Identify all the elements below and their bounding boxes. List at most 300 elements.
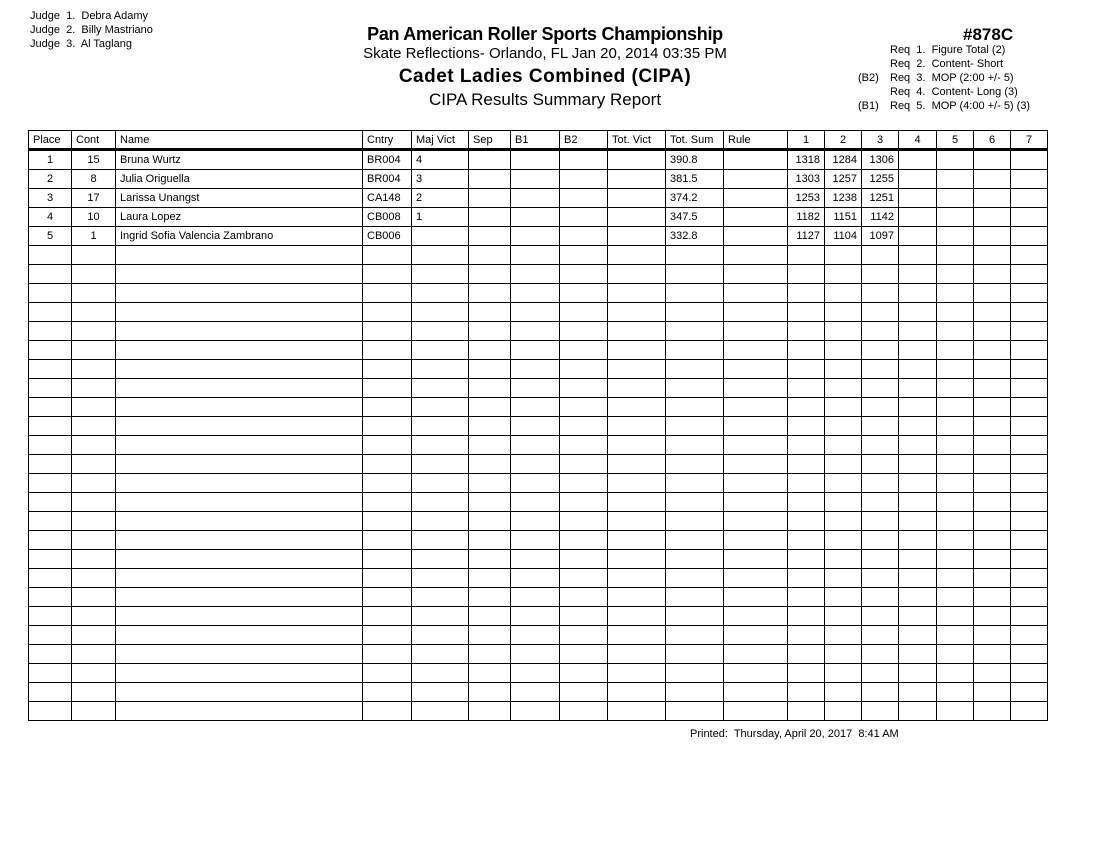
empty-row	[29, 569, 1048, 588]
empty-cell	[469, 607, 511, 626]
empty-cell	[666, 265, 724, 284]
empty-cell	[974, 379, 1011, 398]
cell-b1	[511, 170, 560, 189]
empty-cell	[72, 512, 116, 531]
empty-cell	[412, 246, 469, 265]
empty-row	[29, 493, 1048, 512]
empty-cell	[29, 550, 72, 569]
cell-j4	[899, 150, 937, 170]
empty-cell	[511, 493, 560, 512]
cell-place: 5	[29, 227, 72, 246]
empty-cell	[862, 455, 899, 474]
empty-cell	[560, 512, 608, 531]
empty-cell	[825, 550, 862, 569]
empty-cell	[412, 588, 469, 607]
empty-cell	[1011, 474, 1048, 493]
empty-cell	[363, 626, 412, 645]
table-row	[29, 208, 1048, 227]
cell-sep	[469, 189, 511, 208]
empty-cell	[412, 398, 469, 417]
empty-row	[29, 436, 1048, 455]
empty-cell	[1011, 265, 1048, 284]
empty-cell	[116, 417, 363, 436]
empty-cell	[788, 303, 825, 322]
empty-cell	[608, 512, 666, 531]
empty-cell	[974, 607, 1011, 626]
empty-cell	[608, 265, 666, 284]
cell-sep	[469, 208, 511, 227]
empty-cell	[862, 436, 899, 455]
empty-cell	[666, 588, 724, 607]
empty-cell	[899, 588, 937, 607]
empty-cell	[116, 588, 363, 607]
empty-cell	[116, 512, 363, 531]
empty-cell	[974, 512, 1011, 531]
table-row	[29, 170, 1048, 189]
empty-cell	[862, 341, 899, 360]
cell-rule	[724, 170, 788, 189]
col-judge-6: 6	[974, 131, 1011, 150]
empty-cell	[469, 474, 511, 493]
cell-rule	[724, 189, 788, 208]
empty-cell	[899, 512, 937, 531]
empty-cell	[560, 436, 608, 455]
empty-cell	[974, 664, 1011, 683]
empty-cell	[974, 284, 1011, 303]
empty-cell	[974, 531, 1011, 550]
empty-cell	[72, 645, 116, 664]
empty-cell	[608, 607, 666, 626]
empty-cell	[788, 493, 825, 512]
empty-cell	[72, 455, 116, 474]
cell-sep	[469, 170, 511, 189]
empty-cell	[666, 683, 724, 702]
empty-cell	[862, 284, 899, 303]
empty-cell	[974, 588, 1011, 607]
cell-j4	[899, 208, 937, 227]
cell-cntry: CB006	[363, 227, 412, 246]
empty-cell	[1011, 512, 1048, 531]
col-b1: B1	[511, 131, 560, 150]
col-name: Name	[116, 131, 363, 150]
empty-cell	[469, 265, 511, 284]
empty-cell	[412, 379, 469, 398]
empty-row	[29, 607, 1048, 626]
col-judge-5: 5	[937, 131, 974, 150]
empty-cell	[862, 569, 899, 588]
empty-cell	[363, 474, 412, 493]
cell-j5	[937, 227, 974, 246]
empty-cell	[899, 626, 937, 645]
empty-cell	[29, 379, 72, 398]
empty-cell	[608, 645, 666, 664]
empty-cell	[608, 455, 666, 474]
empty-cell	[511, 645, 560, 664]
empty-cell	[116, 436, 363, 455]
empty-cell	[825, 702, 862, 721]
empty-cell	[788, 531, 825, 550]
empty-cell	[72, 588, 116, 607]
empty-cell	[29, 493, 72, 512]
empty-cell	[72, 417, 116, 436]
empty-cell	[937, 417, 974, 436]
empty-cell	[825, 436, 862, 455]
empty-cell	[788, 474, 825, 493]
cell-tot-sum: 390.8	[666, 150, 724, 170]
empty-cell	[116, 531, 363, 550]
empty-cell	[469, 303, 511, 322]
empty-cell	[412, 607, 469, 626]
empty-cell	[825, 683, 862, 702]
empty-cell	[937, 455, 974, 474]
empty-cell	[862, 398, 899, 417]
empty-cell	[862, 303, 899, 322]
empty-cell	[974, 493, 1011, 512]
cell-j3: 1255	[862, 170, 899, 189]
empty-cell	[608, 360, 666, 379]
empty-cell	[72, 265, 116, 284]
empty-cell	[511, 303, 560, 322]
empty-cell	[72, 683, 116, 702]
empty-row	[29, 322, 1048, 341]
empty-cell	[788, 626, 825, 645]
empty-cell	[560, 531, 608, 550]
empty-cell	[116, 284, 363, 303]
empty-cell	[899, 645, 937, 664]
empty-cell	[788, 265, 825, 284]
cell-place: 2	[29, 170, 72, 189]
empty-cell	[29, 246, 72, 265]
empty-cell	[560, 246, 608, 265]
empty-cell	[937, 284, 974, 303]
empty-cell	[937, 398, 974, 417]
empty-cell	[560, 588, 608, 607]
empty-cell	[724, 531, 788, 550]
empty-cell	[899, 455, 937, 474]
empty-cell	[29, 626, 72, 645]
cell-b2	[560, 227, 608, 246]
empty-cell	[1011, 341, 1048, 360]
cell-place: 4	[29, 208, 72, 227]
empty-cell	[363, 493, 412, 512]
empty-cell	[724, 588, 788, 607]
cell-b1	[511, 227, 560, 246]
cell-rule	[724, 227, 788, 246]
empty-cell	[974, 550, 1011, 569]
empty-cell	[974, 702, 1011, 721]
empty-cell	[937, 512, 974, 531]
empty-row	[29, 265, 1048, 284]
empty-cell	[363, 588, 412, 607]
championship-title: Pan American Roller Sports Championship	[367, 24, 723, 44]
empty-cell	[608, 379, 666, 398]
empty-cell	[1011, 417, 1048, 436]
empty-row	[29, 303, 1048, 322]
empty-cell	[825, 474, 862, 493]
empty-cell	[937, 246, 974, 265]
empty-cell	[363, 303, 412, 322]
empty-cell	[469, 683, 511, 702]
cell-b1	[511, 189, 560, 208]
empty-cell	[29, 398, 72, 417]
empty-cell	[1011, 322, 1048, 341]
empty-cell	[788, 360, 825, 379]
empty-cell	[825, 664, 862, 683]
empty-cell	[1011, 531, 1048, 550]
empty-cell	[412, 626, 469, 645]
empty-cell	[29, 645, 72, 664]
empty-cell	[29, 569, 72, 588]
empty-cell	[560, 645, 608, 664]
empty-cell	[72, 284, 116, 303]
empty-cell	[724, 417, 788, 436]
empty-cell	[116, 360, 363, 379]
empty-cell	[825, 322, 862, 341]
empty-row	[29, 683, 1048, 702]
cell-tot-sum: 374.2	[666, 189, 724, 208]
empty-cell	[899, 265, 937, 284]
empty-cell	[29, 360, 72, 379]
empty-cell	[788, 436, 825, 455]
requirement-2: Req 2. Content- Short	[890, 58, 1004, 70]
empty-cell	[899, 341, 937, 360]
empty-cell	[666, 550, 724, 569]
empty-cell	[899, 493, 937, 512]
empty-cell	[363, 265, 412, 284]
empty-cell	[608, 246, 666, 265]
empty-cell	[899, 664, 937, 683]
judge-1: Judge 1. Debra Adamy	[30, 10, 149, 22]
empty-cell	[862, 664, 899, 683]
empty-cell	[974, 303, 1011, 322]
empty-cell	[666, 645, 724, 664]
empty-cell	[363, 246, 412, 265]
empty-cell	[862, 265, 899, 284]
empty-cell	[560, 455, 608, 474]
empty-cell	[116, 626, 363, 645]
empty-cell	[363, 436, 412, 455]
empty-cell	[29, 455, 72, 474]
empty-cell	[412, 455, 469, 474]
empty-cell	[937, 322, 974, 341]
empty-cell	[469, 322, 511, 341]
empty-cell	[560, 569, 608, 588]
empty-cell	[937, 626, 974, 645]
empty-cell	[1011, 550, 1048, 569]
empty-cell	[937, 436, 974, 455]
empty-cell	[469, 417, 511, 436]
empty-row	[29, 702, 1048, 721]
empty-cell	[724, 246, 788, 265]
empty-cell	[363, 379, 412, 398]
cell-cntry: CA148	[363, 189, 412, 208]
empty-cell	[511, 626, 560, 645]
empty-cell	[724, 569, 788, 588]
cell-b1	[511, 150, 560, 170]
empty-cell	[363, 645, 412, 664]
empty-row	[29, 360, 1048, 379]
empty-cell	[412, 265, 469, 284]
cell-cntry: BR004	[363, 170, 412, 189]
empty-cell	[974, 626, 1011, 645]
empty-cell	[29, 664, 72, 683]
empty-cell	[666, 398, 724, 417]
empty-cell	[72, 493, 116, 512]
empty-cell	[116, 265, 363, 284]
empty-cell	[788, 455, 825, 474]
cell-tot-sum: 347.5	[666, 208, 724, 227]
empty-cell	[724, 455, 788, 474]
empty-row	[29, 341, 1048, 360]
cell-j4	[899, 189, 937, 208]
empty-cell	[116, 455, 363, 474]
empty-cell	[899, 550, 937, 569]
empty-cell	[412, 664, 469, 683]
empty-cell	[899, 474, 937, 493]
empty-cell	[862, 626, 899, 645]
empty-cell	[363, 398, 412, 417]
empty-cell	[560, 341, 608, 360]
cell-j1: 1303	[788, 170, 825, 189]
empty-cell	[608, 569, 666, 588]
cell-cont: 10	[72, 208, 116, 227]
empty-cell	[116, 702, 363, 721]
empty-cell	[1011, 588, 1048, 607]
empty-cell	[825, 493, 862, 512]
empty-cell	[937, 588, 974, 607]
empty-cell	[666, 284, 724, 303]
empty-row	[29, 664, 1048, 683]
empty-cell	[72, 322, 116, 341]
empty-cell	[116, 474, 363, 493]
empty-cell	[724, 493, 788, 512]
col-b2: B2	[560, 131, 608, 150]
empty-cell	[724, 322, 788, 341]
empty-cell	[724, 664, 788, 683]
empty-cell	[72, 474, 116, 493]
empty-cell	[469, 569, 511, 588]
cell-j6	[974, 170, 1011, 189]
requirement-5: (B1) Req 5. MOP (4:00 +/- 5) (3)	[858, 100, 1031, 112]
empty-cell	[511, 664, 560, 683]
cell-j7	[1011, 189, 1048, 208]
empty-cell	[511, 417, 560, 436]
requirement-4: Req 4. Content- Long (3)	[890, 86, 1018, 98]
empty-cell	[788, 588, 825, 607]
empty-cell	[825, 512, 862, 531]
requirement-3: (B2) Req 3. MOP (2:00 +/- 5)	[858, 72, 1014, 84]
table-row	[29, 150, 1048, 170]
empty-cell	[29, 284, 72, 303]
empty-cell	[72, 531, 116, 550]
empty-cell	[412, 512, 469, 531]
cell-j7	[1011, 208, 1048, 227]
empty-cell	[862, 550, 899, 569]
empty-cell	[116, 341, 363, 360]
empty-cell	[724, 474, 788, 493]
empty-cell	[29, 683, 72, 702]
empty-cell	[29, 512, 72, 531]
event-id: #878C	[963, 25, 1014, 44]
empty-cell	[666, 607, 724, 626]
cell-j6	[974, 208, 1011, 227]
empty-cell	[937, 683, 974, 702]
empty-cell	[1011, 284, 1048, 303]
empty-cell	[1011, 607, 1048, 626]
venue-date: Skate Reflections- Orlando, FL Jan 20, 2014 03:35 PM	[363, 45, 727, 62]
empty-cell	[1011, 664, 1048, 683]
empty-cell	[412, 569, 469, 588]
empty-cell	[511, 607, 560, 626]
results-body	[29, 150, 1048, 721]
empty-cell	[862, 474, 899, 493]
empty-cell	[469, 626, 511, 645]
empty-cell	[937, 303, 974, 322]
empty-cell	[862, 512, 899, 531]
cell-sep	[469, 227, 511, 246]
empty-cell	[937, 531, 974, 550]
empty-cell	[469, 550, 511, 569]
cell-j2: 1104	[825, 227, 862, 246]
empty-cell	[412, 284, 469, 303]
empty-cell	[937, 474, 974, 493]
empty-cell	[363, 322, 412, 341]
cell-b1	[511, 208, 560, 227]
empty-cell	[469, 436, 511, 455]
empty-cell	[666, 455, 724, 474]
cell-j1: 1318	[788, 150, 825, 170]
report-header	[330, 23, 760, 110]
empty-cell	[511, 683, 560, 702]
cell-sep	[469, 150, 511, 170]
empty-cell	[899, 436, 937, 455]
empty-cell	[974, 569, 1011, 588]
empty-cell	[666, 531, 724, 550]
empty-cell	[862, 360, 899, 379]
empty-row	[29, 246, 1048, 265]
empty-cell	[937, 379, 974, 398]
empty-cell	[666, 493, 724, 512]
empty-cell	[899, 702, 937, 721]
empty-cell	[511, 284, 560, 303]
empty-cell	[1011, 645, 1048, 664]
empty-cell	[899, 284, 937, 303]
empty-row	[29, 645, 1048, 664]
empty-cell	[412, 322, 469, 341]
empty-cell	[1011, 436, 1048, 455]
cell-j3: 1251	[862, 189, 899, 208]
empty-cell	[511, 341, 560, 360]
event-title: Cadet Ladies Combined (CIPA)	[398, 66, 692, 87]
table-row	[29, 227, 1048, 246]
empty-cell	[899, 683, 937, 702]
empty-cell	[608, 436, 666, 455]
empty-cell	[937, 645, 974, 664]
empty-cell	[469, 702, 511, 721]
cell-j2: 1284	[825, 150, 862, 170]
cell-b2	[560, 189, 608, 208]
empty-cell	[862, 379, 899, 398]
col-judge-4: 4	[899, 131, 937, 150]
empty-cell	[862, 588, 899, 607]
col-sep: Sep	[469, 131, 511, 150]
empty-cell	[825, 379, 862, 398]
empty-cell	[862, 417, 899, 436]
empty-cell	[724, 702, 788, 721]
empty-cell	[724, 360, 788, 379]
col-rule: Rule	[724, 131, 788, 150]
empty-cell	[937, 664, 974, 683]
